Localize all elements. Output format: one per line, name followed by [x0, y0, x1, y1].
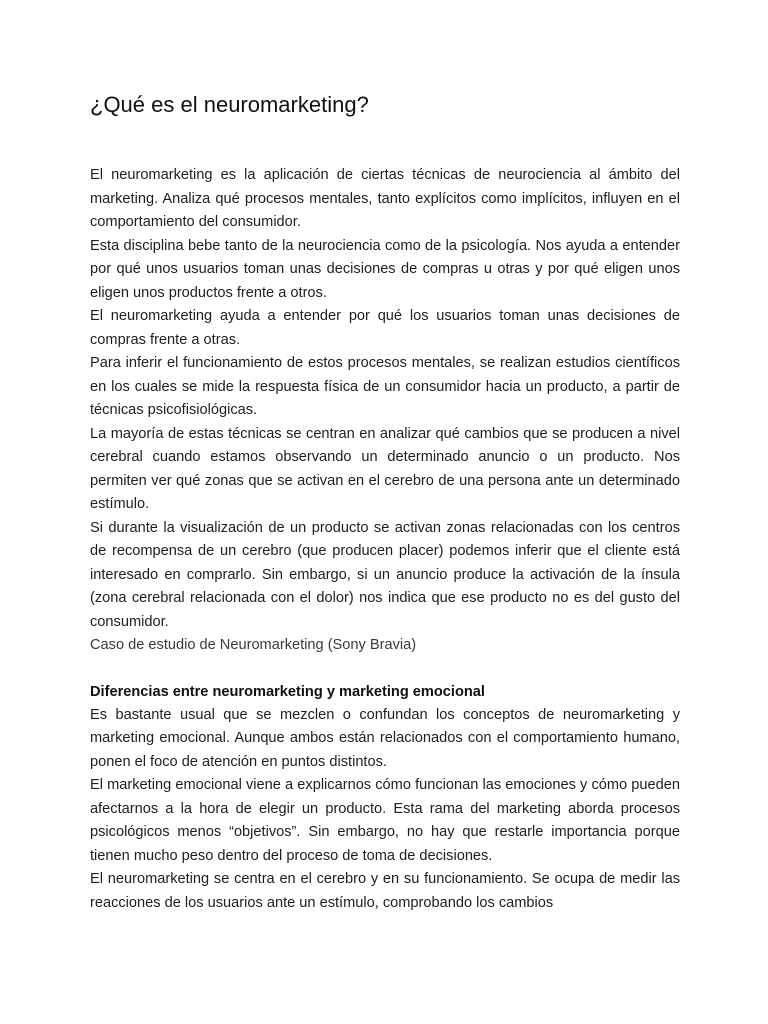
paragraph: Si durante la visualización de un producto se activan zonas relacionadas con los centros de recompensa de un cerebro (que producen placer) podemos inferir que el cliente está interesado en comprarlo. Sin embargo, si un anuncio produce la activación de la ínsula (zona cerebral relacionada con el dolor) nos indica que ese producto no es del gusto del consumidor. [90, 519, 680, 630]
document-title: ¿Qué es el neuromarketing? [90, 92, 369, 117]
paragraph: El marketing emocional viene a explicarnos cómo funcionan las emociones y cómo pueden afectarnos a la hora de elegir un producto. Esta rama del marketing aborda procesos psicológicos menos “objetivos”. Sin embargo, no hay que restarle importancia porque tienen mucho peso dentro del proceso de toma de decisiones. [90, 777, 680, 864]
paragraph: Para inferir el funcionamiento de estos procesos mentales, se realizan estudios científicos en los cuales se mide la respuesta física de un consumidor hacia un producto, a partir de técnicas psicofisiológicas. [90, 355, 680, 418]
paragraph: La mayoría de estas técnicas se centran en analizar qué cambios que se producen a nivel cerebral cuando estamos observando un determinado anuncio o un producto. Nos permiten ver qué zonas que se activan en el cerebro de una persona ante un determinado estímulo. [90, 425, 680, 512]
paragraph: El neuromarketing ayuda a entender por qué los usuarios toman unas decisiones de compras frente a otras. [90, 308, 680, 348]
paragraph: Esta disciplina bebe tanto de la neurociencia como de la psicología. Nos ayuda a entender por qué unos usuarios toman unas decisiones de compras u otras y por qué eligen unos eligen unos productos frente a otros. [90, 237, 680, 301]
paragraph: El neuromarketing se centra en el cerebro y en su funcionamiento. Se ocupa de medir las reacciones de los usuarios ante un estímulo, comprobando los cambios [90, 871, 680, 911]
document-body [90, 164, 680, 915]
paragraph: Es bastante usual que se mezclen o confundan los conceptos de neuromarketing y marketing emocional. Aunque ambos están relacionados con el comportamiento humano, ponen el foco de atención en puntos distintos. [90, 706, 680, 770]
document-page [90, 0, 680, 915]
paragraph: El neuromarketing es la aplicación de ciertas técnicas de neurociencia al ámbito del marketing. Analiza qué procesos mentales, tanto explícitos como implícitos, influyen en el comportamiento del consumidor. [90, 167, 680, 230]
case-study-caption: Caso de estudio de Neuromarketing (Sony Bravia) [90, 637, 417, 653]
section-heading: Diferencias entre neuromarketing y marketing emocional [90, 683, 485, 700]
